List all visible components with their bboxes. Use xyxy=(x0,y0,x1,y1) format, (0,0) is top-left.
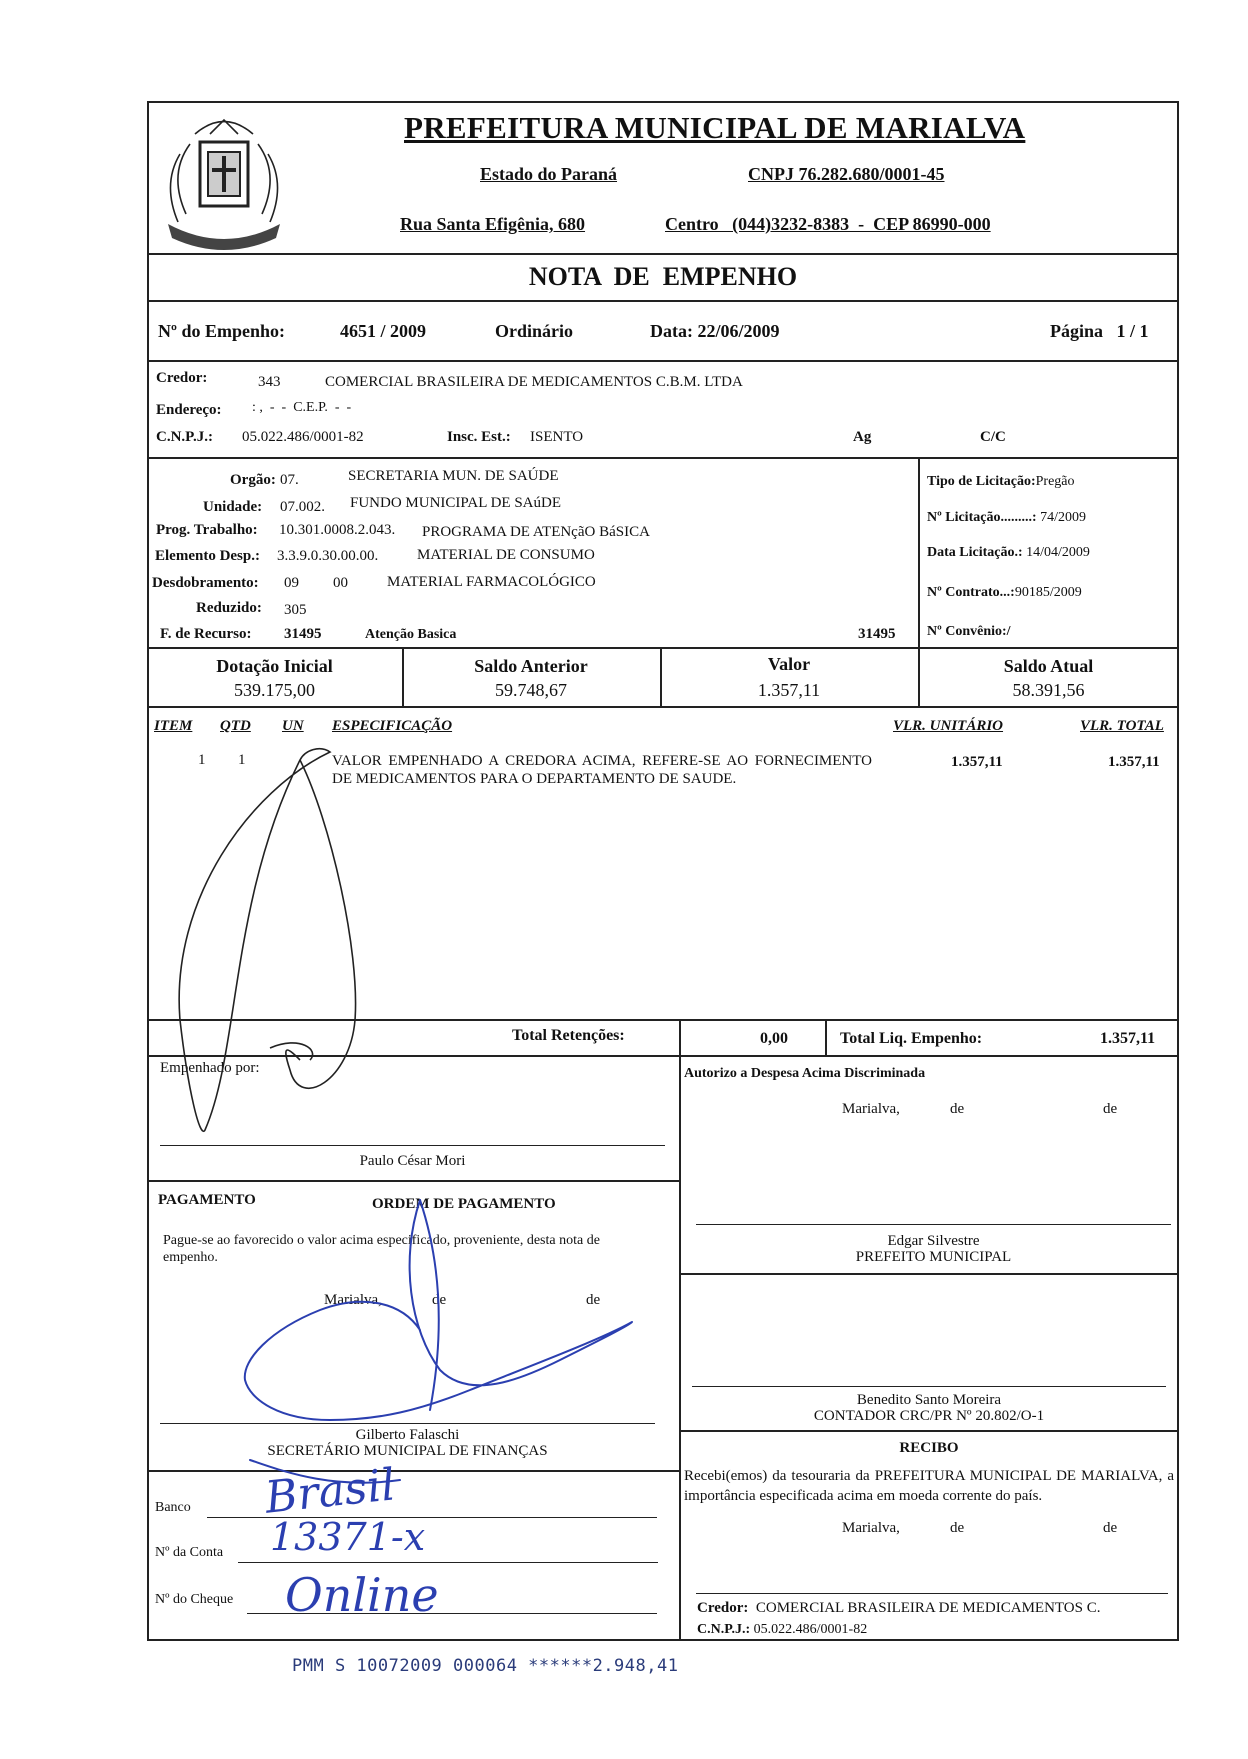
item-number: 1 xyxy=(198,752,206,768)
tipo-licitacao: Tipo de Licitação:Pregão xyxy=(927,474,1075,489)
recibo-de2: de xyxy=(1103,1520,1118,1536)
num-licitacao: Nº Licitação.........: 74/2009 xyxy=(927,510,1086,525)
cc-label: C/C xyxy=(980,429,1006,445)
pagamento-text: Pague-se ao favorecido o valor acima especificado, proveniente, desta nota de empenho. xyxy=(163,1233,600,1265)
autorizo-de2: de xyxy=(1103,1101,1118,1117)
municipality-contact: Centro (044)3232-8383 - CEP 86990-000 xyxy=(665,214,991,234)
address-value: : , - - C.E.P. - - xyxy=(252,400,352,415)
col-item: ITEM xyxy=(154,718,193,734)
total-liq-value: 1.357,11 xyxy=(1100,1030,1156,1047)
insc-label: Insc. Est.: xyxy=(447,429,511,445)
dotacao-label: Dotação Inicial xyxy=(216,656,333,676)
autorizo-city: Marialva, xyxy=(842,1101,900,1117)
recibo-credor: Credor: COMERCIAL BRASILEIRA DE MEDICAMENTOS C. xyxy=(697,1600,1101,1616)
elemento-code: 3.3.9.0.30.00.00. xyxy=(277,548,379,564)
municipality-cnpj: CNPJ 76.282.680/0001-45 xyxy=(748,164,945,184)
total-liq-label: Total Liq. Empenho: xyxy=(840,1030,983,1047)
pagamento-label: PAGAMENTO xyxy=(158,1192,256,1208)
total-retencoes-value: 0,00 xyxy=(760,1030,788,1047)
col-vlr-unitario: VLR. UNITÁRIO xyxy=(893,718,1004,734)
secretario-role: SECRETÁRIO MUNICIPAL DE FINANÇAS xyxy=(267,1443,548,1459)
prog-code: 10.301.0008.2.043. xyxy=(279,522,396,538)
recibo-de1: de xyxy=(950,1520,965,1536)
total-retencoes-label: Total Retenções: xyxy=(512,1027,625,1044)
prog-label: Prog. Trabalho: xyxy=(156,522,258,538)
saldo-anterior-label: Saldo Anterior xyxy=(474,656,588,676)
fonte-recurso-label: F. de Recurso: xyxy=(160,626,252,642)
unidade-name: FUNDO MUNICIPAL DE SAúDE xyxy=(350,495,561,511)
saldo-atual-value: 58.391,56 xyxy=(1012,680,1085,700)
item-qtd: 1 xyxy=(238,752,246,768)
empenhado-name: Paulo César Mori xyxy=(359,1153,466,1169)
state-name: Estado do Paraná xyxy=(480,164,618,184)
orgao-code: 07. xyxy=(280,472,299,488)
desdobramento-label: Desdobramento: xyxy=(152,575,259,591)
fonte-recurso-name: Atenção Basica xyxy=(365,627,457,642)
recibo-text: Recebi(emos) da tesouraria da PREFEITURA MUNICIPAL DE MARIALVA, a importância especificada acima em moeda corrente do país. xyxy=(684,1468,1174,1504)
address-label: Endereço: xyxy=(156,402,222,418)
secretario-name: Gilberto Falaschi xyxy=(355,1427,460,1443)
empenhado-signature xyxy=(179,749,330,1132)
orgao-name: SECRETARIA MUN. DE SAÚDE xyxy=(348,468,559,484)
desdobramento-name: MATERIAL FARMACOLÓGICO xyxy=(387,574,596,590)
ag-label: Ag xyxy=(853,429,872,445)
fonte-recurso-code: 31495 xyxy=(284,626,322,642)
item-unit-value: 1.357,11 xyxy=(951,754,1003,770)
autorizo-de1: de xyxy=(950,1101,965,1117)
pagamento-city: Marialva, xyxy=(324,1292,382,1308)
conta-handwriting: 13371-x xyxy=(270,1515,426,1559)
prog-name: PROGRAMA DE ATENçãO BáSICA xyxy=(422,524,650,540)
empenho-date: Data: 22/06/2009 xyxy=(650,321,780,341)
credor-label: Credor: xyxy=(156,370,208,386)
unidade-code: 07.002. xyxy=(280,499,325,515)
credor-code: 343 xyxy=(258,374,281,390)
insc-value: ISENTO xyxy=(530,429,584,445)
page-number: Página 1 / 1 xyxy=(1050,321,1149,341)
prefeito-name: Edgar Silvestre xyxy=(887,1233,980,1249)
dotacao-value: 539.175,00 xyxy=(234,680,315,700)
num-contrato: Nº Contrato...:90185/2009 xyxy=(927,585,1082,600)
recibo-label: RECIBO xyxy=(899,1440,959,1456)
reduzido-label: Reduzido: xyxy=(196,600,262,616)
desdobramento-code1: 09 xyxy=(284,575,299,591)
unidade-label: Unidade: xyxy=(203,499,263,515)
num-convenio: Nº Convênio:/ xyxy=(927,624,1011,639)
credor-cnpj: 05.022.486/0001-82 xyxy=(242,429,364,445)
data-licitacao: Data Licitação.: 14/04/2009 xyxy=(927,545,1090,560)
document-title: NOTA DE EMPENHO xyxy=(528,262,798,291)
contador-role: CONTADOR CRC/PR Nº 20.802/O-1 xyxy=(813,1408,1045,1424)
conta-label: Nº da Conta xyxy=(155,1545,224,1560)
credor-cnpj-label: C.N.P.J.: xyxy=(156,429,213,445)
col-vlr-total: VLR. TOTAL xyxy=(1080,718,1164,734)
cheque-handwriting: Online xyxy=(285,1568,439,1622)
reduzido-code: 305 xyxy=(284,602,307,618)
empenho-number-label: Nº do Empenho: xyxy=(158,321,285,341)
elemento-label: Elemento Desp.: xyxy=(155,548,260,564)
municipality-address: Rua Santa Efigênia, 680 xyxy=(400,214,586,234)
pagamento-de2: de xyxy=(586,1292,601,1308)
desdobramento-code2: 00 xyxy=(333,575,348,591)
cheque-label: Nº do Cheque xyxy=(155,1592,234,1607)
empenho-number: 4651 / 2009 xyxy=(340,321,427,341)
banco-handwriting: Brasil xyxy=(262,1459,398,1524)
saldo-anterior-value: 59.748,67 xyxy=(495,680,567,700)
valor-value: 1.357,11 xyxy=(757,680,821,700)
col-qtd: QTD xyxy=(220,718,251,734)
valor-label: Valor xyxy=(767,654,811,674)
autorizo-label: Autorizo a Despesa Acima Discriminada xyxy=(684,1066,926,1081)
payment-stamp: PMM S 10072009 000064 ******2.948,41 xyxy=(292,1656,679,1676)
empenho-type: Ordinário xyxy=(495,321,574,341)
col-un: UN xyxy=(282,718,304,734)
item-total-value: 1.357,11 xyxy=(1108,754,1160,770)
ordem-pagamento-label: ORDEM DE PAGAMENTO xyxy=(372,1196,556,1212)
recibo-city: Marialva, xyxy=(842,1520,900,1536)
item-spec: VALOR EMPENHADO A CREDORA ACIMA, REFERE-SE AO FORNECIMENTO DE MEDICAMENTOS PARA O DEPARTAMENTO DE SAUDE. xyxy=(332,753,872,787)
contador-name: Benedito Santo Moreira xyxy=(856,1392,1002,1408)
orgao-label: Orgão: xyxy=(230,472,276,488)
recibo-cnpj: C.N.P.J.: 05.022.486/0001-82 xyxy=(697,1622,868,1637)
prefeito-role: PREFEITO MUNICIPAL xyxy=(855,1249,1012,1265)
credor-name: COMERCIAL BRASILEIRA DE MEDICAMENTOS C.B.M. LTDA xyxy=(325,374,743,390)
fonte-recurso-code2: 31495 xyxy=(858,626,896,642)
saldo-atual-label: Saldo Atual xyxy=(1003,656,1094,676)
banco-label: Banco xyxy=(155,1500,191,1515)
pagamento-de1: de xyxy=(432,1292,447,1308)
elemento-name: MATERIAL DE CONSUMO xyxy=(417,547,595,563)
municipality-title: PREFEITURA MUNICIPAL DE MARIALVA xyxy=(404,110,1026,145)
col-especificacao: ESPECIFICAÇÃO xyxy=(332,718,453,734)
empenhado-label: Empenhado por: xyxy=(160,1060,260,1076)
